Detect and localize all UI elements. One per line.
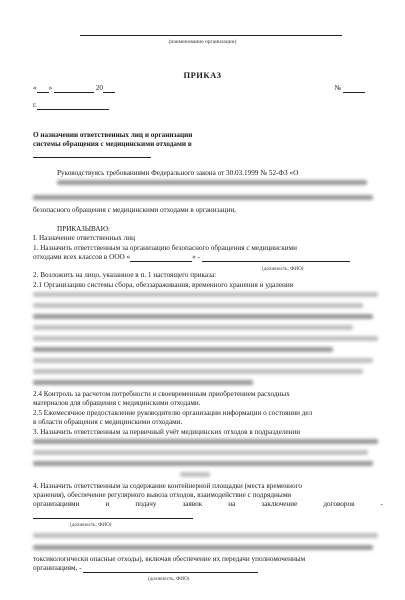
position-fio-caption: (должность, ФИО)	[70, 522, 112, 528]
redacted-line	[180, 472, 210, 477]
organization-name-line	[80, 35, 342, 36]
redacted-line	[33, 380, 253, 385]
redacted-line	[33, 450, 368, 455]
item-1-line-1: 1. Назначить ответственным за организацию безопасного обращения с медицинскими	[33, 244, 297, 252]
redacted-line	[33, 303, 363, 308]
redacted-line	[33, 195, 373, 200]
document-title: ПРИКАЗ	[183, 70, 222, 80]
redacted-line	[33, 439, 378, 444]
item-2: 2. Возложить на лицо, указанное в п. 1 настоящего приказа:	[33, 271, 217, 279]
redacted-line	[33, 336, 378, 341]
redacted-line	[33, 533, 378, 538]
number-field: №	[334, 84, 365, 93]
redacted-line	[33, 369, 363, 374]
intro-paragraph-end: безопасного обращения с медицинскими отходами в организации,	[33, 206, 236, 214]
redacted-line	[33, 358, 373, 363]
item-2-5-line-1: 2.5 Ежемесячное предоставление руководителю организации информации о состоянии дел	[33, 409, 313, 417]
item-2-1-line-1: 2.1 Организацию системы сбора, обеззараживания, временного хранения и удаления	[33, 281, 294, 289]
city-field: г.	[33, 101, 109, 110]
intro-paragraph: Руководствуясь требованиями Федерального закона от 30.03.1999 № 52-ФЗ «О	[57, 169, 299, 177]
item-4-signature-line	[33, 510, 383, 519]
item-5-line-3: организациям, -	[33, 564, 383, 573]
order-word: ПРИКАЗЫВАЮ:	[57, 225, 110, 233]
item-2-4-line-2: материалов для обращения с медицинскими отходами.	[33, 399, 201, 407]
item-2-5-line-2: в области обращения с медицинскими отходами.	[33, 418, 183, 426]
date-number-row	[33, 84, 365, 93]
item-4-line-1: 4. Назначить ответственным за содержание контейнерной площадки (места временного	[33, 482, 302, 490]
date-field: « » 20	[33, 84, 115, 93]
redacted-line	[57, 180, 367, 185]
order-subject: О назначении ответственных лиц и организации системы обращения с медицинскими отходами в	[33, 131, 283, 158]
item-5-line-2: токсикологически опасные отходы), включая обеспечение их передачи уполномоченным	[33, 555, 306, 563]
section-1-heading: I. Назначение ответственных лиц	[33, 234, 135, 242]
item-1-line-2: отходами всех классов в ООО « » -	[33, 253, 383, 262]
organization-caption: (наименование организации)	[168, 39, 237, 45]
item-4-line-2: хранения), обеспечение регулярного вывоза отходов, взаимодействие с подрядными	[33, 491, 292, 499]
position-fio-caption: (должность, ФИО)	[148, 576, 190, 582]
redacted-line	[33, 347, 333, 352]
item-4-line-3: организациями и подачу заявок на заключение договоров -	[33, 500, 383, 508]
position-fio-caption: (должность, ФИО)	[262, 266, 304, 272]
redacted-line	[33, 314, 373, 319]
redacted-line	[33, 325, 353, 330]
item-2-4-line-1: 2.4 Контроль за расчетом потребности и своевременным приобретением расходных	[33, 390, 290, 398]
redacted-line	[33, 292, 378, 297]
redacted-line	[33, 545, 373, 550]
item-3-line-1: 3. Назначить ответственным за первичный учёт медицинских отходов в подразделении	[33, 428, 301, 436]
redacted-line	[33, 461, 373, 466]
